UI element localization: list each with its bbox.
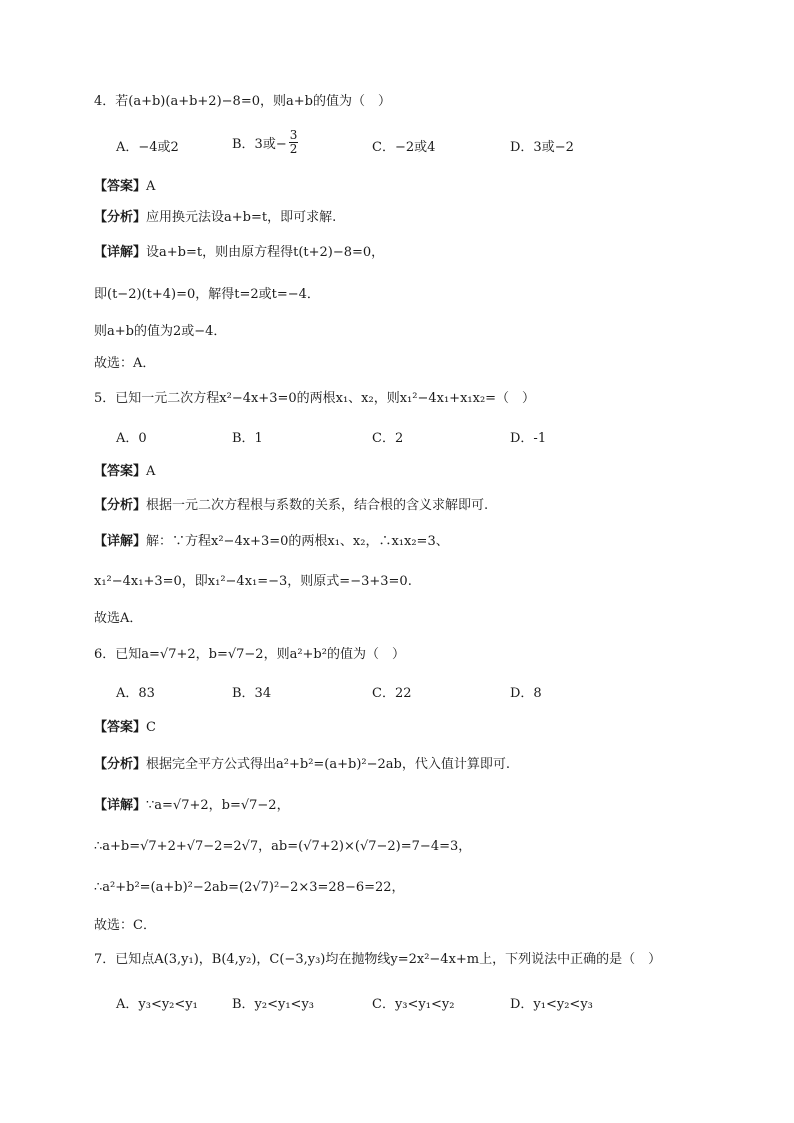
- q5-option-b: B．1: [232, 431, 263, 446]
- answer-value: A: [146, 179, 156, 194]
- q6-detail-2: ∴a+b=√7+2+√7−2=2√7，ab=(√7+2)×(√7−2)=7−4=3，: [94, 839, 472, 854]
- q4-detail-2: 即(t−2)(t+4)=0，解得t=2或t=−4．: [94, 287, 320, 302]
- q7-option-c: C．y₃<y₁<y₂: [372, 997, 455, 1012]
- answer-value: A: [146, 464, 156, 479]
- detail-tag: 【详解】: [94, 798, 147, 813]
- analysis-tag: 【分析】: [94, 210, 147, 225]
- q6-option-c: C．22: [372, 686, 412, 701]
- q4-answer: [94, 175, 155, 194]
- q5-detail-1: [94, 530, 449, 549]
- q6-detail-1: [94, 794, 290, 813]
- q5-choice: 故选A．: [94, 611, 143, 626]
- detail-text: 解：∵方程x²−4x+3=0的两根x₁、x₂，∴x₁x₂=3、: [146, 534, 449, 549]
- q5-option-c: C．2: [372, 431, 404, 446]
- q5-option-d: D．-1: [510, 431, 547, 446]
- q6-option-d: D．8: [510, 686, 542, 701]
- q6-choice: 故选：C．: [94, 918, 156, 933]
- q4-stem: 4．若(a+b)(a+b+2)−8=0，则a+b的值为（ ）: [94, 94, 391, 109]
- q4-option-b-fraction: [289, 129, 299, 156]
- q4-option-b: [232, 129, 298, 156]
- q4-detail-1: [94, 241, 384, 260]
- q6-option-a: A．83: [116, 686, 155, 701]
- q6-detail-3: ∴a²+b²=(a+b)²−2ab=(2√7)²−2×3=28−6=22，: [94, 880, 405, 895]
- q6-analysis: [94, 753, 510, 772]
- answer-value: C: [146, 720, 156, 735]
- q7-option-d: D．y₁<y₂<y₃: [510, 997, 593, 1012]
- q5-analysis: [94, 494, 488, 513]
- analysis-tag: 【分析】: [94, 498, 147, 513]
- detail-text: 设a+b=t，则由原方程得t(t+2)−8=0，: [146, 245, 385, 260]
- q4-option-b-prefix: B．3或−: [232, 137, 287, 152]
- analysis-text: 根据完全平方公式得出a²+b²=(a+b)²−2ab，代入值计算即可.: [146, 757, 510, 772]
- answer-tag: 【答案】: [94, 179, 147, 194]
- q4-option-c: C．−2或4: [372, 140, 436, 155]
- analysis-text: 应用换元法设a+b=t，即可求解.: [146, 210, 337, 225]
- q6-answer: [94, 716, 156, 735]
- q4-detail-3: 则a+b的值为2或−4．: [94, 324, 227, 339]
- q5-answer: [94, 460, 155, 479]
- detail-text: ∵a=√7+2，b=√7−2，: [146, 798, 290, 813]
- q5-option-a: A．0: [116, 431, 147, 446]
- answer-tag: 【答案】: [94, 464, 147, 479]
- q4-analysis: [94, 206, 336, 225]
- detail-tag: 【详解】: [94, 534, 147, 549]
- q7-stem: 7．已知点A(3,y₁)，B(4,y₂)，C(−3,y₃)均在抛物线y=2x²−4x+m上，下列说法中正确的是（ ）: [94, 952, 662, 967]
- q7-option-a: A．y₃<y₂<y₁: [116, 997, 198, 1012]
- answer-tag: 【答案】: [94, 720, 147, 735]
- q5-detail-2: x₁²−4x₁+3=0，即x₁²−4x₁=−3，则原式=−3+3=0.: [94, 574, 412, 589]
- q6-option-b: B．34: [232, 686, 272, 701]
- q4-option-a: A．−4或2: [116, 140, 179, 155]
- q5-stem: 5．已知一元二次方程x²−4x+3=0的两根x₁、x₂，则x₁²−4x₁+x₁x₂=（ ）: [94, 391, 536, 406]
- q6-stem: 6．已知a=√7+2，b=√7−2，则a²+b²的值为（ ）: [94, 647, 405, 662]
- q4-option-b-numerator: 3: [289, 128, 298, 142]
- q7-option-b: B．y₂<y₁<y₃: [232, 997, 315, 1012]
- q4-choice: 故选：A．: [94, 356, 156, 371]
- q4-option-d: D．3或−2: [510, 140, 574, 155]
- analysis-tag: 【分析】: [94, 757, 147, 772]
- q4-option-b-denominator: 2: [289, 142, 298, 156]
- detail-tag: 【详解】: [94, 245, 147, 260]
- analysis-text: 根据一元二次方程根与系数的关系，结合根的含义求解即可.: [146, 498, 489, 513]
